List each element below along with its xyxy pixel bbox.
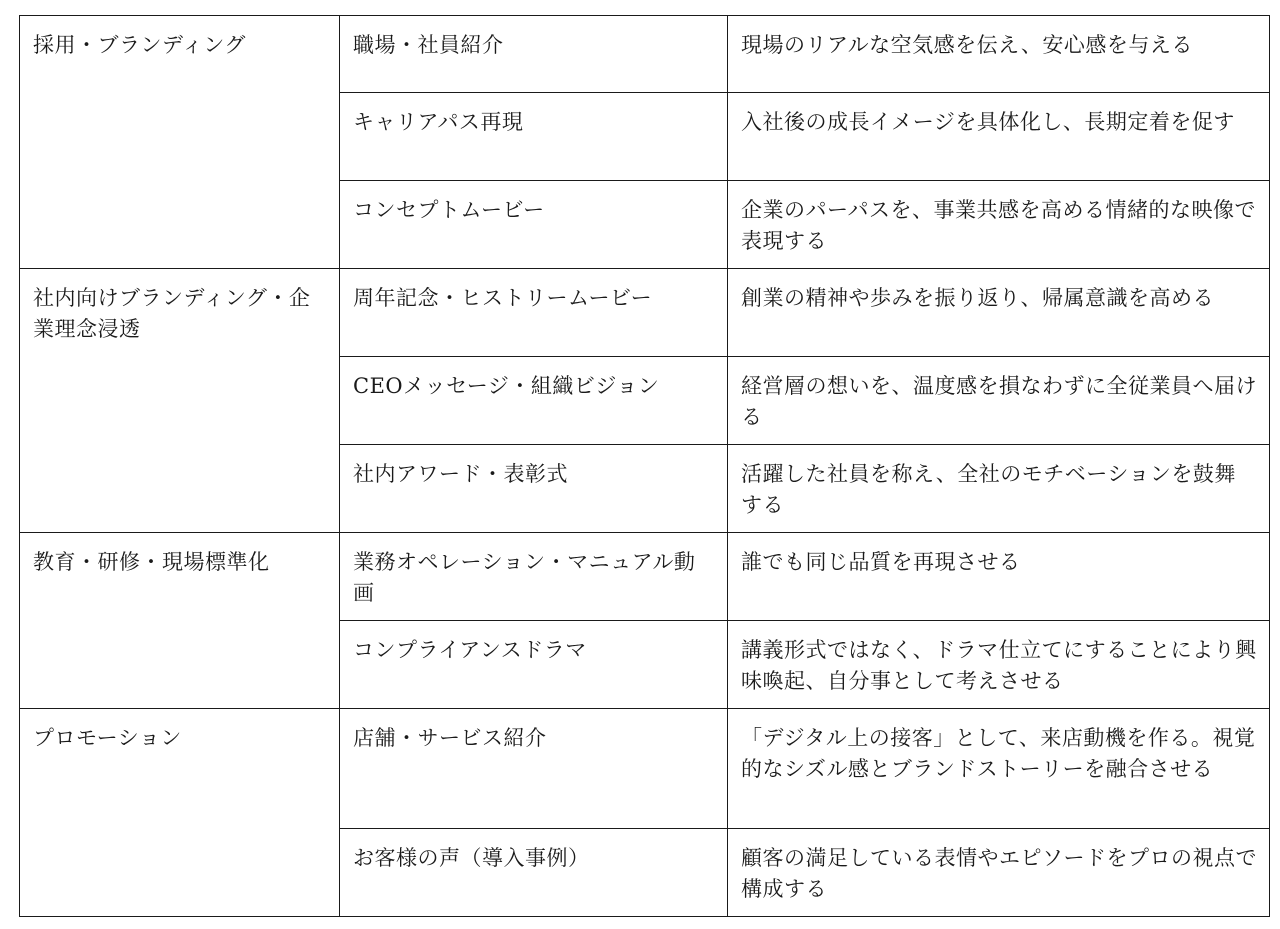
video-type-cell: CEOメッセージ・組織ビジョン [340, 357, 728, 445]
video-type-cell: コンプライアンスドラマ [340, 621, 728, 709]
category-cell: 採用・ブランディング [20, 16, 340, 269]
category-cell: 社内向けブランディング・企業理念浸透 [20, 269, 340, 533]
purpose-cell: 入社後の成長イメージを具体化し、長期定着を促す [728, 93, 1270, 181]
purpose-cell: 企業のパーパスを、事業共感を高める情緒的な映像で表現する [728, 181, 1270, 269]
video-type-cell: キャリアパス再現 [340, 93, 728, 181]
purpose-cell: 活躍した社員を称え、全社のモチベーションを鼓舞する [728, 445, 1270, 533]
table-row [20, 269, 1270, 357]
purpose-cell: 顧客の満足している表情やエピソードをプロの視点で構成する [728, 829, 1270, 917]
purpose-cell: 「デジタル上の接客」として、来店動機を作る。視覚的なシズル感とブランドストーリーを融合させる [728, 709, 1270, 829]
video-type-cell: 社内アワード・表彰式 [340, 445, 728, 533]
video-type-cell: 業務オペレーション・マニュアル動画 [340, 533, 728, 621]
table-row [20, 709, 1270, 829]
purpose-cell: 現場のリアルな空気感を伝え、安心感を与える [728, 16, 1270, 93]
table-row [20, 533, 1270, 621]
video-type-cell: コンセプトムービー [340, 181, 728, 269]
video-purpose-table [19, 15, 1270, 917]
table-row [20, 16, 1270, 93]
purpose-cell: 創業の精神や歩みを振り返り、帰属意識を高める [728, 269, 1270, 357]
video-type-cell: お客様の声（導入事例） [340, 829, 728, 917]
category-cell: 教育・研修・現場標準化 [20, 533, 340, 709]
category-cell: プロモーション [20, 709, 340, 917]
video-type-cell: 職場・社員紹介 [340, 16, 728, 93]
video-type-cell: 周年記念・ヒストリームービー [340, 269, 728, 357]
purpose-cell: 誰でも同じ品質を再現させる [728, 533, 1270, 621]
video-type-cell: 店舗・サービス紹介 [340, 709, 728, 829]
purpose-cell: 講義形式ではなく、ドラマ仕立てにすることにより興味喚起、自分事として考えさせる [728, 621, 1270, 709]
purpose-cell: 経営層の想いを、温度感を損なわずに全従業員へ届ける [728, 357, 1270, 445]
